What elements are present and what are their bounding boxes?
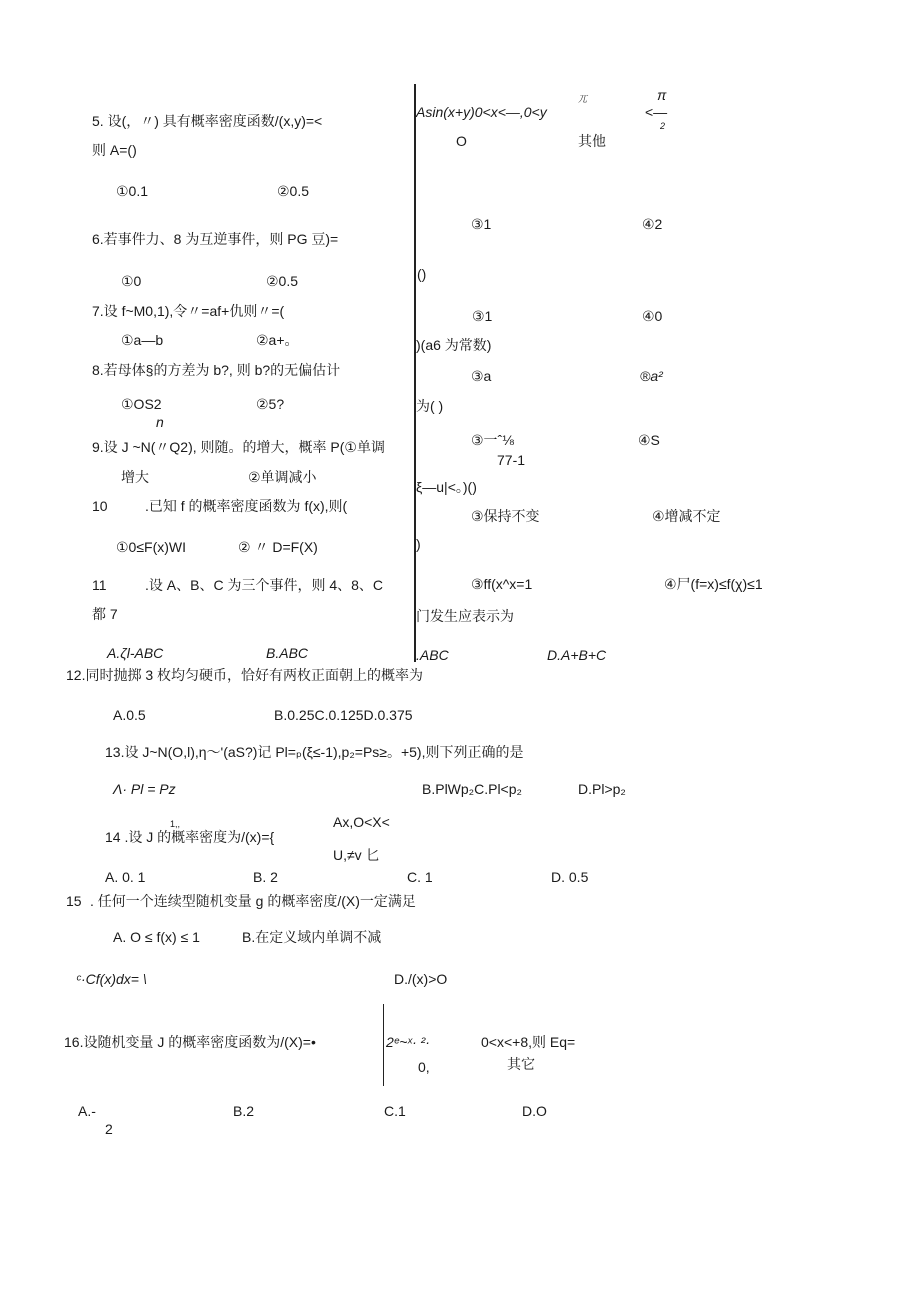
q14-case-2: U,≠v 匕 xyxy=(333,847,380,863)
q5-density-formula: Asin(x+y)0<x<—,0<y xyxy=(416,104,547,120)
q11-option-d: D.A+B+C xyxy=(547,647,607,663)
q14-option-d: D. 0.5 xyxy=(551,869,589,885)
q8-option-2: ②5? xyxy=(256,396,285,412)
q14-case-1: Ax,O<X< xyxy=(333,814,390,830)
q5-formula-bound: <— xyxy=(645,104,668,120)
column-divider xyxy=(414,84,416,662)
question-10-number: 10 xyxy=(92,498,108,514)
q8-option-4: ④S xyxy=(638,432,660,448)
q11-option-a: A.ζl-ABC xyxy=(107,645,164,661)
q16-option-d: D.O xyxy=(522,1103,547,1119)
q10-tail: ) xyxy=(416,536,421,552)
q16-case-2-condition: 其它 xyxy=(507,1056,535,1072)
q13-option-a: Λ· Pl = Pz xyxy=(113,781,176,797)
q12-option-a: A.0.5 xyxy=(113,707,146,723)
question-12: 12.同时抛掷 3 枚均匀硬币，恰好有两枚正面朝上的概率为 xyxy=(66,667,424,683)
q14-option-b: B. 2 xyxy=(253,869,278,885)
q16-case-2: 0, xyxy=(418,1059,430,1075)
question-15-number: 15 xyxy=(66,893,82,909)
question-5: 5. 设(，〃) 具有概率密度函数/(x,y)=< xyxy=(92,113,323,129)
q11-option-b: B.ABC xyxy=(266,645,309,661)
question-6: 6.若事件力、8 为互逆事件，则 PG 豆)= xyxy=(92,231,339,247)
question-16: 16.设随机变量 J 的概率密度函数为/(X)=• xyxy=(64,1034,316,1050)
question-10: .已知 f 的概率密度函数为 f(x),则( xyxy=(145,498,348,514)
question-13: 13.设 J~N(O,l),η～'(aS?)记 Pl=ₚ(ξ≤-1),p₂=Ps≥。+5),则下列正确的是 xyxy=(105,744,524,760)
q5-formula-zero: O xyxy=(456,133,467,149)
question-11-cont: 都 7 xyxy=(92,606,118,622)
question-11-number: 11 xyxy=(92,577,107,593)
q8-option-3: ③一ˆ⅛ xyxy=(471,432,514,448)
q16-case-1: 2ᵉ~ˣ· ²· xyxy=(386,1034,430,1050)
q10-option-2: ② 〃 D=F(X) xyxy=(238,539,318,555)
q6-option-1: ①0 xyxy=(121,273,142,289)
q13-options-bc: B.PlWp₂C.Pl<p₂ xyxy=(422,781,522,797)
q7-tail: )(a6 为常数) xyxy=(416,337,492,353)
q5-formula-denominator: 2 xyxy=(660,121,666,131)
piecewise-brace-q16 xyxy=(383,1004,384,1086)
q16-case-1-condition: 0<x<+8,则 Eq= xyxy=(481,1034,576,1050)
q8-option-1-denominator: n xyxy=(156,414,164,430)
q5-option-1: ①0.1 xyxy=(116,183,149,199)
q7-option-2: ②a+。 xyxy=(256,332,299,348)
q8-option-3-denominator: 77-1 xyxy=(497,452,526,468)
question-9: 9.设 J ~N(〃Q2), 则随。的增大，概率 P(①单调 xyxy=(92,439,385,455)
q8-tail: 为( ) xyxy=(416,398,444,414)
q7-option-1: ①a—b xyxy=(121,332,164,348)
q5-option-4: ④2 xyxy=(642,216,663,232)
q5-formula-fragment: 兀 xyxy=(578,94,588,104)
q5-option-3: ③1 xyxy=(471,216,492,232)
question-15: . 任何一个连续型随机变量 g 的概率密度/(X)一定满足 xyxy=(90,893,416,909)
q16-option-b: B.2 xyxy=(233,1103,255,1119)
question-14: 14 .设 J 的概率密度为/(x)={ xyxy=(105,829,275,845)
q16-option-c: C.1 xyxy=(384,1103,406,1119)
q14-option-a: A. 0. 1 xyxy=(105,869,146,885)
q10-option-1: ①0≤F(x)WI xyxy=(116,539,186,555)
q6-option-3: ③1 xyxy=(472,308,493,324)
q13-option-d: D.Pl>p₂ xyxy=(578,781,626,797)
q9-option-3: ③保持不变 xyxy=(471,508,540,524)
q9-option-1: 增大 xyxy=(121,469,149,485)
q11-tail: 门发生应表示为 xyxy=(416,608,514,624)
q5-formula-pi: π xyxy=(657,87,667,103)
q6-answer-paren: () xyxy=(417,266,427,282)
q16-option-a: A.- xyxy=(78,1103,96,1119)
q15-option-d: D./(x)>O xyxy=(394,971,448,987)
q5-option-2: ②0.5 xyxy=(277,183,310,199)
q8-option-1: ①OS2 xyxy=(121,396,162,412)
q5-formula-otherwise: 其他 xyxy=(578,133,606,149)
question-11: .设 A、B、C 为三个事件，则 4、8、C xyxy=(145,577,384,593)
q7-option-4: ®a² xyxy=(640,368,663,384)
question-7: 7.设 f~M0,1),令〃=af+仇则〃=( xyxy=(92,303,285,319)
question-5-answer-line: 则 A=() xyxy=(92,142,137,158)
q9-tail: ξ—u|<。)() xyxy=(416,479,477,495)
question-8: 8.若母体§的方差为 b?, 则 b?的无偏估计 xyxy=(92,362,341,378)
q15-option-c: ᶜ·Cf(x)dx= \ xyxy=(76,971,147,987)
q7-option-3: ③a xyxy=(471,368,492,384)
q16-option-a-denominator: 2 xyxy=(105,1121,113,1137)
q10-option-3: ③ff(x^x=1 xyxy=(471,576,533,592)
q9-option-2: ②单调减小 xyxy=(248,469,317,485)
q11-option-c: .ABC xyxy=(416,647,449,663)
q6-option-2: ②0.5 xyxy=(266,273,299,289)
q15-option-a: A. O ≤ f(x) ≤ 1 xyxy=(113,929,200,945)
q15-option-b: B.在定义域内单调不减 xyxy=(242,929,382,945)
q10-option-4: ④尸(f=x)≤f(χ)≤1 xyxy=(664,576,763,592)
q9-option-4: ④增减不定 xyxy=(652,508,721,524)
q6-option-4: ④0 xyxy=(642,308,663,324)
q12-options-bcd: B.0.25C.0.125D.0.375 xyxy=(274,707,413,723)
q14-fragment: 1,, xyxy=(170,819,181,829)
q14-option-c: C. 1 xyxy=(407,869,433,885)
